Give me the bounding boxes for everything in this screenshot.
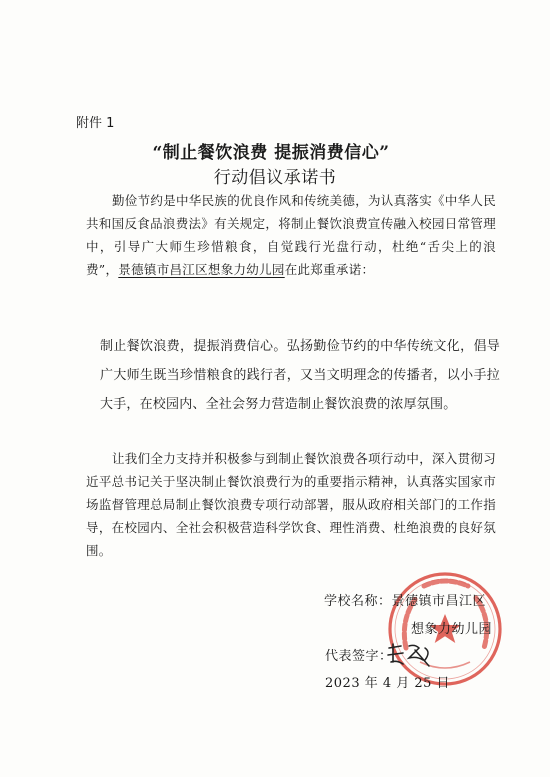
paragraph-intro: [86, 189, 496, 281]
intro-text: 勤俭节约是中华民族的优良作风和传统美德，为认真落实《中华人民共和国反食品浪费法》有关规定，将制止餐饮浪费宣传融入校园日常管理中，引导广大师生珍惜粮食，自觉践行光盘行动，杜绝“舌尖上的浪费”，: [86, 193, 497, 277]
document-subtitle: 行动倡议承诺书: [213, 168, 337, 188]
paragraph-pledge: 制止餐饮浪费，提振消费信心。弘扬勤俭节约的中华传统文化，倡导广大师生既当珍惜粮食的践行者，又当文明理念的传播者，以小手拉大手，在校园内、全社会努力营造制止餐饮浪费的浓厚氛围。: [100, 339, 500, 412]
school-name-label: 学校名称：景德镇市昌江区: [324, 594, 487, 609]
school-name-continued: 想象力幼儿园: [411, 622, 493, 637]
document-title: “制止餐饮浪费 提振消费信心”: [152, 143, 390, 163]
signing-date: 2023 年 4 月 25 日: [325, 676, 451, 691]
intro-text-end: 在此郑重承诺：: [284, 262, 375, 277]
annex-label: 附件 1: [76, 116, 115, 131]
school-name-underlined: 景德镇市昌江区想象力幼儿园: [118, 262, 285, 277]
paragraph-call-to-action: 让我们全力支持并积极参与到制止餐饮浪费各项行动中，深入贯彻习近平总书记关于坚决制止餐饮浪费行为的重要指示精神，认真落实国家市场监督管理总局制止餐饮浪费专项行动部署，服从政府相关部门的工作指导，在校园内、全社会积极营造科学饮食、理性消费、杜绝浪费的良好氛围。: [86, 451, 497, 558]
representative-signature-label: 代表签字：: [325, 649, 393, 664]
handwritten-signature-icon: [385, 640, 437, 670]
